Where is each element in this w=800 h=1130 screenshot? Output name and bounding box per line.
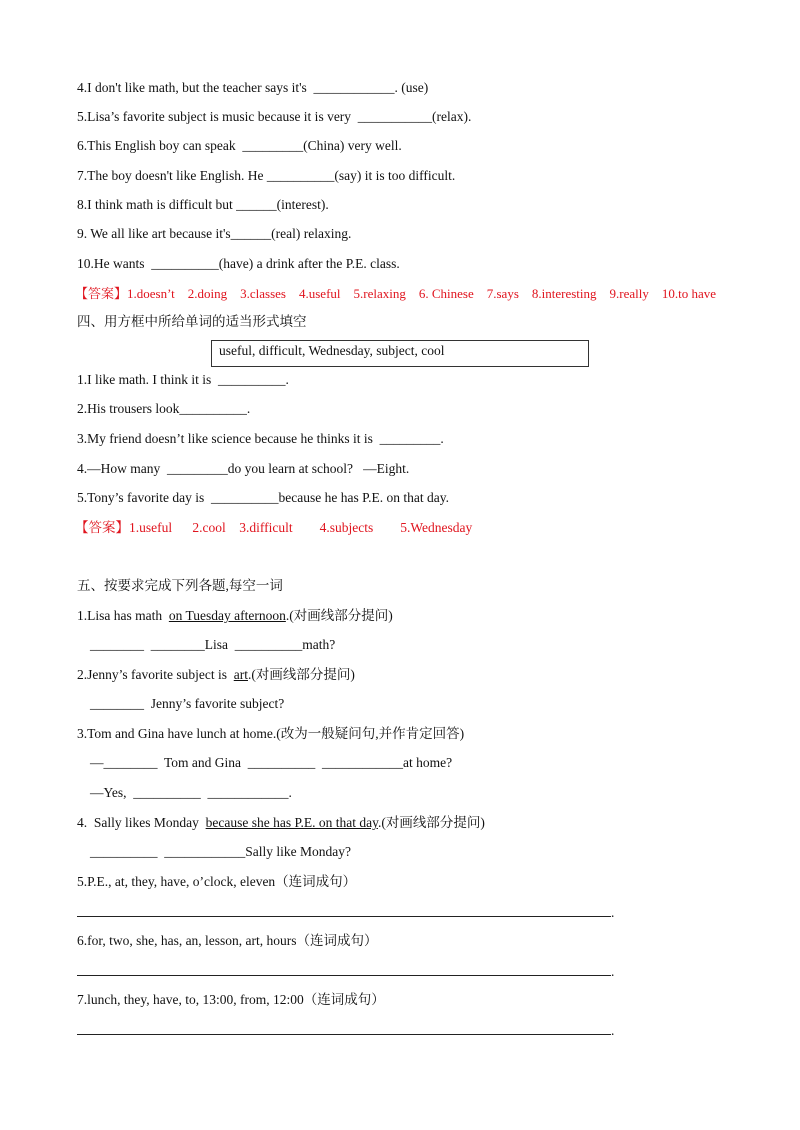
word-box: [211, 340, 589, 367]
answer-line-bar: [77, 902, 611, 917]
answer-line-period: .: [611, 1023, 615, 1038]
answer-line-bar: [77, 1020, 611, 1035]
question-5-1-underlined: on Tuesday afternoon: [168, 608, 286, 623]
question-5-3: 3.Tom and Gina have lunch at home.(改为一般疑问句,并作肯定回答): [77, 726, 465, 741]
question-5-4-blanks: __________ ____________Sally like Monday?: [90, 844, 351, 859]
question-5-4: [77, 814, 485, 832]
answer-line-period: .: [611, 905, 615, 920]
question-5-2-underlined: art: [233, 667, 248, 682]
question-5-1: [77, 607, 393, 625]
question-4-4: 4.—How many _________do you learn at school? —Eight.: [77, 461, 410, 476]
answer-key-part4: 【答案】1.useful 2.cool 3.difficult 4.subjects 5.Wednesday: [75, 520, 473, 535]
question-5-4-text: 4. Sally likes Monday: [77, 815, 206, 830]
question-5-6: 6.for, two, she, has, an, lesson, art, hours（连词成句）: [77, 933, 378, 948]
question-5-1-instruction: .(对画线部分提问): [285, 608, 393, 623]
question-3-5: 5.Lisa’s favorite subject is music because it is very ___________(relax).: [77, 109, 472, 124]
question-5-2-instruction: .(对画线部分提问): [247, 667, 355, 682]
question-5-4-underlined: because she has P.E. on that day: [205, 815, 378, 830]
question-5-7: 7.lunch, they, have, to, 13:00, from, 12:00（连词成句）: [77, 992, 385, 1007]
question-5-1-text: 1.Lisa has math: [77, 608, 169, 623]
question-4-1: 1.I like math. I think it is __________.: [77, 372, 289, 387]
answer-line-5-5: [77, 902, 614, 920]
question-5-4-instruction: .(对画线部分提问): [377, 815, 485, 830]
answer-line-5-6: [77, 961, 614, 979]
question-5-3-blanks-1: —________ Tom and Gina __________ ____________at home?: [90, 755, 453, 770]
question-5-2: [77, 666, 355, 684]
question-4-2: 2.His trousers look__________.: [77, 401, 251, 416]
question-5-1-blanks: ________ ________Lisa __________math?: [90, 637, 336, 652]
answer-key-part3: 【答案】1.doesn’t 2.doing 3.classes 4.useful 5.relaxing 6. Chinese 7.says 8.interesting 9.really 10.to have: [75, 286, 716, 301]
question-3-4: 4.I don't like math, but the teacher says it's ____________. (use): [77, 80, 429, 95]
question-5-2-text: 2.Jenny’s favorite subject is: [77, 667, 234, 682]
answer-line-bar: [77, 961, 611, 976]
question-4-3: 3.My friend doesn’t like science because he thinks it is _________.: [77, 431, 444, 446]
question-3-8: 8.I think math is difficult but ______(interest).: [77, 197, 329, 212]
question-4-5: 5.Tony’s favorite day is __________because he has P.E. on that day.: [77, 490, 449, 505]
question-3-9: 9. We all like art because it's______(real) relaxing.: [77, 226, 352, 241]
question-3-6: 6.This English boy can speak _________(China) very well.: [77, 138, 402, 153]
section-heading-5: 五、按要求完成下列各题,每空一词: [77, 578, 283, 593]
question-5-5: 5.P.E., at, they, have, o’clock, eleven（连词成句）: [77, 874, 357, 889]
question-5-2-blanks: ________ Jenny’s favorite subject?: [90, 696, 285, 711]
question-3-10: 10.He wants __________(have) a drink after the P.E. class.: [77, 256, 400, 271]
section-heading-4: 四、用方框中所给单词的适当形式填空: [77, 314, 307, 329]
question-3-7: 7.The boy doesn't like English. He __________(say) it is too difficult.: [77, 168, 456, 183]
word-box-words: useful, difficult, Wednesday, subject, cool: [219, 343, 445, 358]
answer-line-5-7: [77, 1020, 614, 1038]
answer-line-period: .: [611, 964, 615, 979]
question-5-3-blanks-2: —Yes, __________ ____________.: [90, 785, 292, 800]
